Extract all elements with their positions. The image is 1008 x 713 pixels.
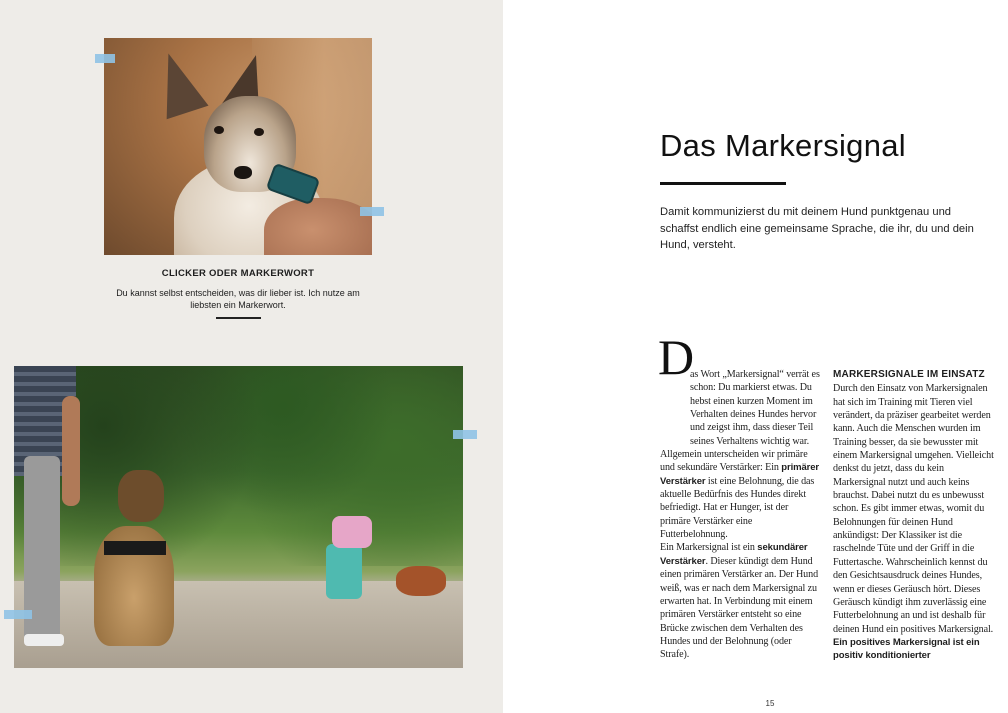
dog-clicker-photo [104, 38, 372, 255]
drop-cap: D [658, 329, 695, 385]
left-page [0, 0, 503, 713]
outdoor-training-photo [14, 366, 463, 668]
body-column-2 [833, 368, 995, 663]
tape-strip [360, 207, 384, 216]
caption-text: Du kannst selbst entscheiden, was dir lieber ist. Ich nutze am liebsten ein Markerwort. [116, 288, 360, 310]
section-heading: MARKERSIGNALE IM EINSATZ [833, 369, 985, 380]
paragraph-2: Allgemein unterscheiden wir primäre und sekundäre Verstärker: Ein primärer Verstärker ist eine Belohnung, die das aktuelle Bedürfnis des Hundes direkt befriedigt. Hat er Hunger, ist der primäre Verstärker eine Futterbelohnung. [660, 449, 820, 541]
paragraph-1: as Wort „Markersignal“ verrät es schon: Du markierst etwas. Du hebst einen kurzen Moment im Verhalten deines Hundes hervor und zeigst ihm, dass dieser Teil seines Verhaltens wichtig war. [690, 369, 820, 447]
caption-title: CLICKER ODER MARKERWORT [161, 268, 315, 279]
page-number: 15 [765, 699, 775, 708]
tape-strip [4, 610, 32, 619]
column-2-bold: Ein positives Markersignal ist ein positiv konditionierter [833, 636, 980, 662]
paragraph-3: Ein Markersignal ist ein sekundärer Verstärker. Dieser kündigt dem Hund einen primären Verstärker an. Der Hund weiß, was er nach dem Markersignal zu erwarten hat. In Verbindung mit einem primären Verstärker entsteht so eine Brücke zwischen dem Verhalten des Hundes und der Belohnung (oder Strafe). [660, 542, 819, 661]
title-divider [660, 182, 786, 185]
page-title: Das Markersignal [660, 128, 906, 163]
body-column-1 [660, 368, 820, 662]
caption-divider [216, 317, 261, 319]
intro-text: Damit kommunizierst du mit deinem Hund punktgenau und schaffst endlich eine gemeinsame Sprache, die ihr, du und dein Hund, versteht. [660, 206, 974, 251]
tape-strip [95, 54, 115, 63]
column-2-text: Durch den Einsatz von Markersignalen hat sich im Training mit Tieren viel verändert, da präziser gearbeitet werden kann. Auch die Menschen wurden im Training besser, da sie bewusster mit einem Markersignal umgehen. Vielleicht denkst du jetzt, dass du kein Markersignal nutzt und auch keins brauchst. Dabei nutzt du es unbewusst schon. Es gibt immer etwas, womit du Belohnungen für deinen Hund ankündigst: Der Klassiker ist die raschelnde Tüte und der Griff in die Futtertasche. Wahrscheinlich kennst du den Gesichtsausdruck deines Hundes, wenn er dieses Geräusch hört. Dieses Geräusch kündigt ihm zuverlässig eine Futterbelohnung an und ist deshalb für deinen Hund ein positives Markersignal. [833, 383, 994, 635]
tape-strip [453, 430, 477, 439]
